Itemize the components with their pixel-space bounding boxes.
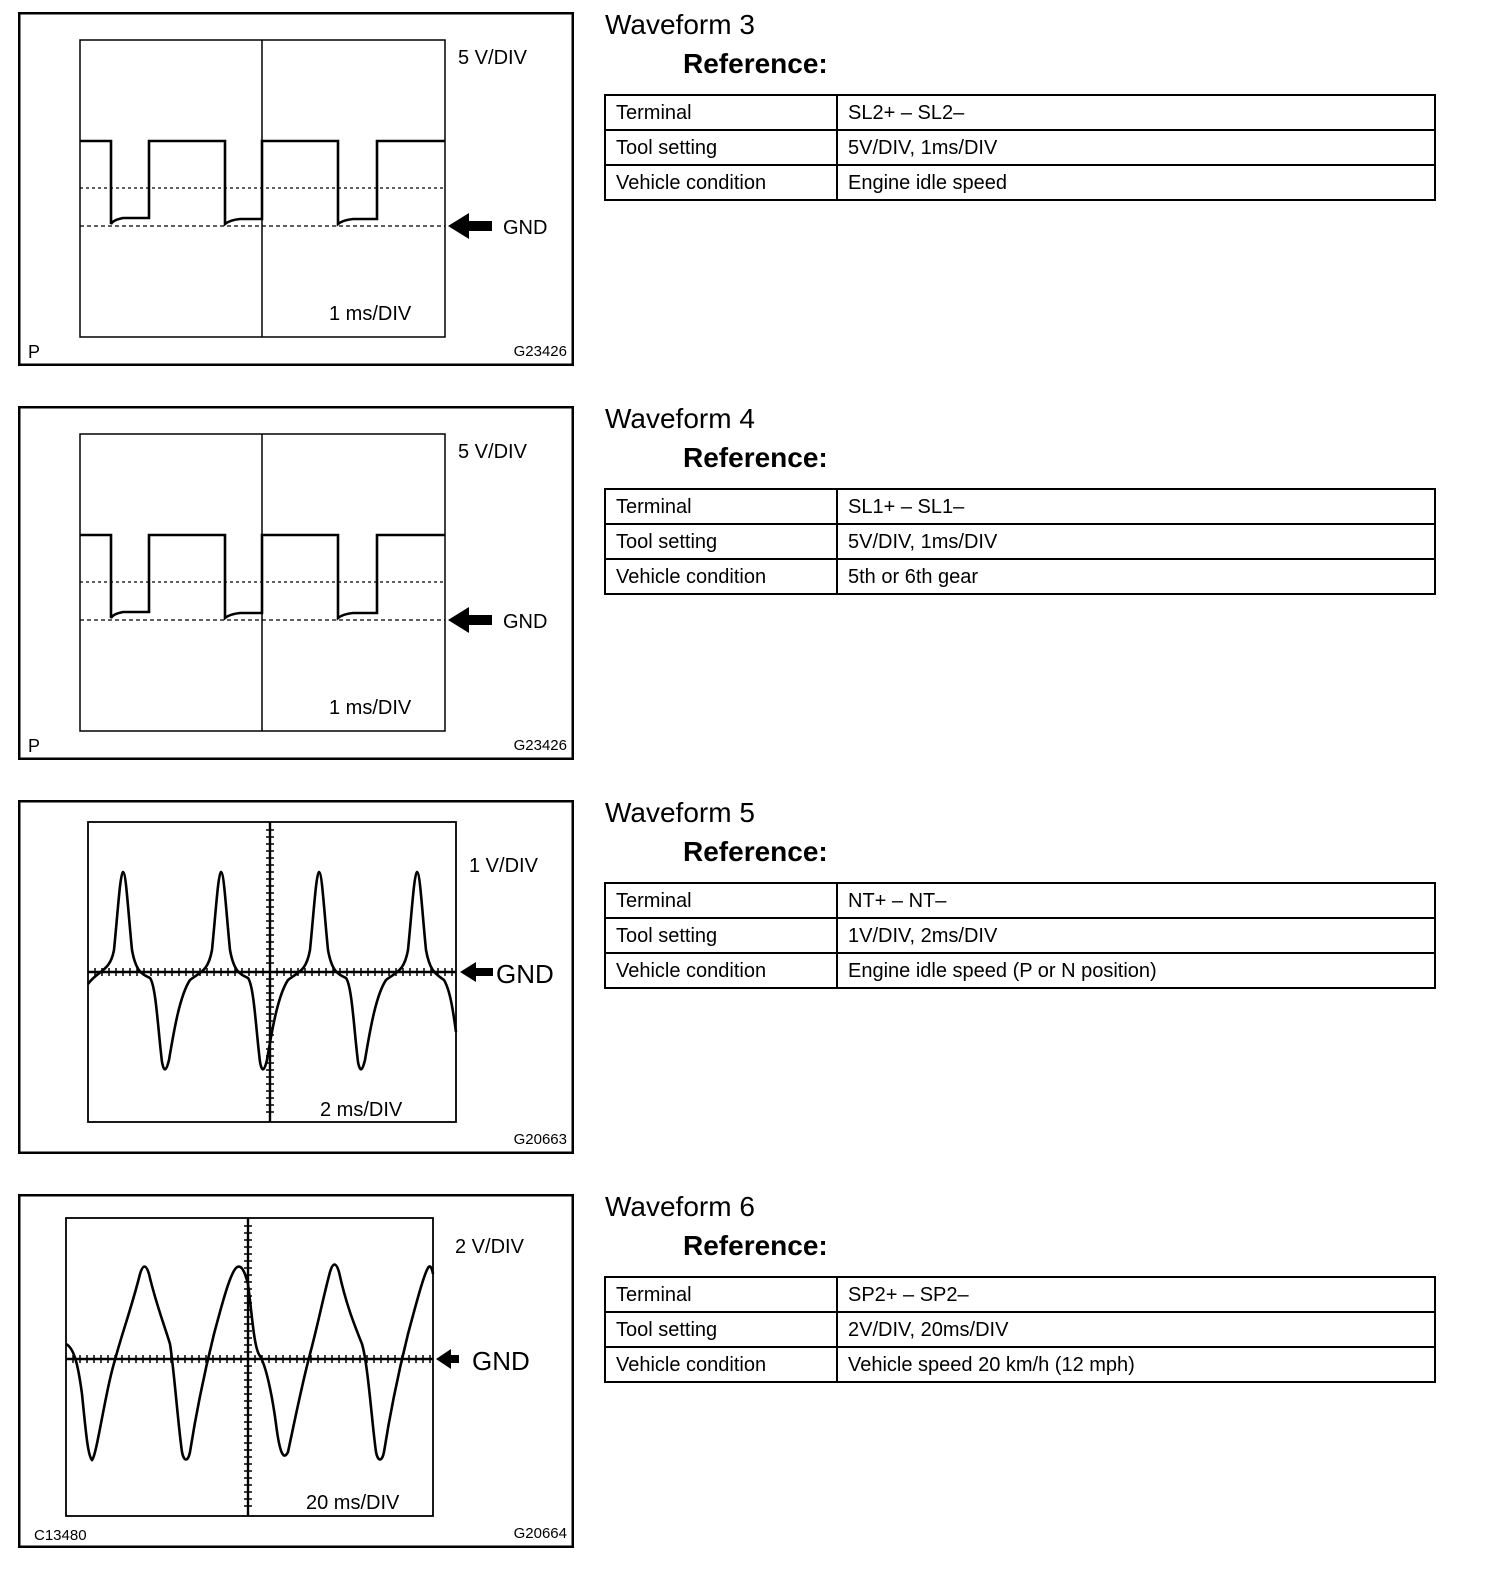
figure-code: G20664 — [513, 1525, 567, 1542]
tool-setting-value: 2V/DIV, 20ms/DIV — [837, 1312, 1435, 1347]
time-div-label: 1 ms/DIV — [329, 697, 412, 719]
waveform-4-section — [0, 394, 1504, 788]
table-row-vehicle-condition — [605, 953, 1435, 988]
reference-table — [604, 488, 1436, 595]
volt-div-label: 5 V/DIV — [458, 47, 527, 69]
vehicle-condition-value: 5th or 6th gear — [837, 559, 1435, 594]
waveform-5-section — [0, 788, 1504, 1182]
vehicle-condition-value: Engine idle speed (P or N position) — [837, 953, 1435, 988]
oscilloscope-diagram-waveform-5 — [18, 800, 574, 1154]
table-row-tool-setting — [605, 524, 1435, 559]
vehicle-condition-label: Vehicle condition — [605, 953, 837, 988]
volt-div-label: 2 V/DIV — [455, 1236, 524, 1258]
terminal-value: SP2+ – SP2– — [837, 1277, 1435, 1312]
waveform-title: Waveform 6 — [605, 1191, 755, 1222]
scope-corner-label: P — [28, 736, 41, 756]
terminal-label: Terminal — [605, 95, 837, 130]
scope-grid-line — [19, 801, 573, 1153]
figure-code: G23426 — [513, 343, 567, 360]
table-row-tool-setting — [605, 918, 1435, 953]
table-row-vehicle-condition — [605, 165, 1435, 200]
volt-div-label: 5 V/DIV — [458, 441, 527, 463]
waveform-3-section — [0, 0, 1504, 394]
gnd-label: GND — [503, 217, 548, 239]
waveform-6-section — [0, 1182, 1504, 1576]
scope-corner-label: P — [28, 342, 41, 362]
reference-heading: Reference: — [683, 1230, 828, 1261]
vehicle-condition-value: Vehicle speed 20 km/h (12 mph) — [837, 1347, 1435, 1382]
center-tick-marks — [244, 1226, 252, 1506]
tool-setting-value: 5V/DIV, 1ms/DIV — [837, 524, 1435, 559]
reference-table — [604, 1276, 1436, 1383]
time-div-label: 20 ms/DIV — [306, 1492, 400, 1514]
table-row-terminal — [605, 489, 1435, 524]
tool-setting-value: 1V/DIV, 2ms/DIV — [837, 918, 1435, 953]
terminal-label: Terminal — [605, 1277, 837, 1312]
gnd-label: GND — [496, 959, 554, 989]
terminal-value: SL1+ – SL1– — [837, 489, 1435, 524]
table-row-tool-setting — [605, 130, 1435, 165]
table-row-terminal — [605, 883, 1435, 918]
reference-heading: Reference: — [683, 442, 828, 473]
volt-div-label: 1 V/DIV — [469, 855, 538, 877]
gnd-label: GND — [503, 611, 548, 633]
oscilloscope-diagram-waveform-4 — [18, 406, 574, 760]
oscilloscope-diagram-waveform-6 — [18, 1194, 574, 1548]
reference-table — [604, 94, 1436, 201]
waveform-title: Waveform 4 — [605, 403, 755, 434]
terminal-value: SL2+ – SL2– — [837, 95, 1435, 130]
oscilloscope-diagram-waveform-3 — [18, 12, 574, 366]
reference-heading: Reference: — [683, 48, 828, 79]
terminal-label: Terminal — [605, 489, 837, 524]
terminal-value: NT+ – NT– — [837, 883, 1435, 918]
vehicle-condition-value: Engine idle speed — [837, 165, 1435, 200]
terminal-label: Terminal — [605, 883, 837, 918]
tool-setting-label: Tool setting — [605, 918, 837, 953]
figure-code: G23426 — [513, 737, 567, 754]
time-div-label: 1 ms/DIV — [329, 303, 412, 325]
table-row-terminal — [605, 1277, 1435, 1312]
figure-code: G20663 — [513, 1131, 567, 1148]
table-row-terminal — [605, 95, 1435, 130]
tool-setting-label: Tool setting — [605, 130, 837, 165]
reference-table — [604, 882, 1436, 989]
gnd-label: GND — [472, 1346, 530, 1376]
scope-corner-label: C13480 — [34, 1527, 87, 1544]
vehicle-condition-label: Vehicle condition — [605, 1347, 837, 1382]
waveform-title: Waveform 5 — [605, 797, 755, 828]
table-row-tool-setting — [605, 1312, 1435, 1347]
tool-setting-label: Tool setting — [605, 1312, 837, 1347]
tool-setting-value: 5V/DIV, 1ms/DIV — [837, 130, 1435, 165]
vehicle-condition-label: Vehicle condition — [605, 559, 837, 594]
waveform-title: Waveform 3 — [605, 9, 755, 40]
time-div-label: 2 ms/DIV — [320, 1099, 403, 1121]
table-row-vehicle-condition — [605, 559, 1435, 594]
table-row-vehicle-condition — [605, 1347, 1435, 1382]
vehicle-condition-label: Vehicle condition — [605, 165, 837, 200]
tool-setting-label: Tool setting — [605, 524, 837, 559]
reference-heading: Reference: — [683, 836, 828, 867]
